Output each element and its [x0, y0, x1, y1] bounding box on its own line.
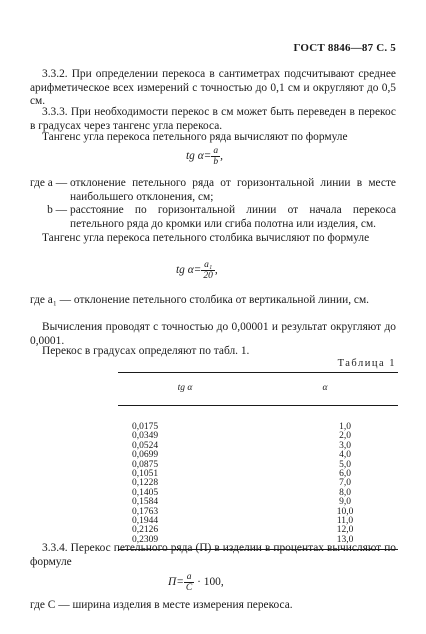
formula-tangent-row — [186, 146, 223, 167]
paragraph-3-3-3: 3.3.3. При необходимости перекос в см может быть переведен в перекос в градусах через тангенс угла перекоса. — [30, 106, 396, 132]
table-body — [118, 406, 398, 550]
cell-tangent: 0,0875 — [132, 459, 159, 470]
cell-angle: 3,0 — [339, 440, 351, 451]
column-header-tg: tg α — [118, 373, 252, 406]
data-table — [118, 372, 398, 550]
fraction — [201, 260, 215, 281]
cell-tangent: 0,2126 — [132, 525, 159, 536]
cell-tangent: 0,1584 — [132, 497, 159, 508]
page-header: ГОСТ 8846—87 С. 5 — [293, 42, 396, 54]
cell-angle: 10,0 — [336, 506, 354, 517]
paragraph-3-3-2: 3.3.2. При определении перекоса в сантиметрах подсчитывают среднее арифметическое всех измерений с точностью до 0,1 см и округляют до 0,5 см. — [30, 68, 396, 108]
cell-angle: 1,0 — [339, 422, 351, 432]
cell-angle: 12,0 — [336, 525, 354, 536]
cell-angle: 11,0 — [336, 516, 354, 527]
table-row — [118, 517, 398, 526]
cell-angle: 7,0 — [339, 478, 351, 489]
definition-c: где C — ширина изделия в месте измерения перекоса. — [30, 599, 293, 611]
definition-b — [30, 204, 396, 231]
table-header-row — [118, 373, 398, 406]
definition-term: b — — [47, 204, 67, 217]
table-row — [118, 451, 398, 460]
cell-tangent: 0,0349 — [132, 431, 159, 442]
cell-angle: 4,0 — [339, 450, 351, 461]
cell-angle: 13,0 — [252, 536, 398, 550]
table-row — [118, 479, 398, 488]
definition-text: расстояние по горизонтальной линии от начала перекоса петельного ряда до кромки или сгиба полотна или изделия, см. — [70, 204, 396, 230]
table-row — [118, 470, 398, 479]
cell-tangent: 0,0699 — [132, 450, 159, 461]
formula-end: , — [220, 150, 223, 163]
cell-tangent: 0,2309 — [118, 536, 252, 550]
definition-a1: где a₁ — отклонение петельного столбика от вертикальной линии, см. — [30, 294, 370, 306]
paragraph-degrees: Перекос в градусах определяют по табл. 1. — [42, 345, 250, 357]
formula-end: · 100, — [197, 576, 224, 589]
table-row — [118, 461, 398, 470]
cell-tangent: 0,0175 — [132, 422, 159, 432]
table-row — [118, 508, 398, 517]
formula-end: , — [214, 264, 218, 277]
cell-angle: 2,0 — [339, 431, 351, 442]
formula-lhs: П= — [168, 576, 184, 589]
definition-text: отклонение петельного ряда от горизонтальной линии в месте наибольшего отклонения, см; — [70, 177, 396, 203]
table-caption: Таблица 1 — [337, 358, 396, 369]
paragraph-tangent-column: Тангенс угла перекоса петельного столбика вычисляют по формуле — [42, 232, 370, 244]
paragraph-tangent-row: Тангенс угла перекоса петельного ряда вычисляют по формуле — [42, 131, 348, 143]
table-row — [118, 442, 398, 451]
formula-lhs: tg α= — [186, 150, 212, 163]
table-row — [118, 498, 398, 507]
fraction-numerator: a — [213, 146, 219, 156]
fraction — [211, 146, 220, 167]
table-row — [118, 489, 398, 498]
definition-term: где a — — [30, 177, 68, 189]
cell-angle: 6,0 — [339, 469, 351, 480]
paragraph-3-3-4: 3.3.4. Перекос петельного ряда (П) в изделии в процентах вычисляют по формуле — [30, 542, 396, 568]
formula-skew-percent — [168, 572, 224, 593]
definition-a — [30, 177, 396, 204]
fraction — [184, 572, 194, 593]
cell-tangent: 0,1944 — [132, 516, 159, 527]
definitions-list — [30, 177, 396, 231]
fraction-numerator: a₁ — [201, 260, 215, 271]
cell-tangent: 0,1763 — [132, 506, 159, 517]
fraction-denominator: 20 — [203, 271, 213, 281]
cell-tangent: 0,0524 — [132, 440, 159, 451]
table-row — [118, 406, 398, 433]
table-row — [118, 432, 398, 441]
fraction-denominator: b — [213, 157, 219, 167]
cell-angle: 5,0 — [339, 459, 351, 470]
cell-angle: 8,0 — [339, 487, 351, 498]
cell-tangent: 0,1405 — [132, 487, 159, 498]
cell-angle: 9,0 — [339, 497, 351, 508]
paragraph-calculation: Вычисления проводят с точностью до 0,00001 и результат округляют до 0,0001. — [30, 321, 396, 347]
formula-tangent-column — [176, 260, 218, 281]
column-header-alpha: α — [252, 373, 398, 406]
fraction-denominator: C — [185, 583, 193, 593]
formula-lhs: tg α= — [176, 264, 202, 277]
fraction-numerator: a — [184, 572, 194, 583]
cell-tangent: 0,1051 — [132, 469, 159, 480]
cell-tangent: 0,1228 — [132, 478, 159, 489]
table-row — [118, 526, 398, 535]
